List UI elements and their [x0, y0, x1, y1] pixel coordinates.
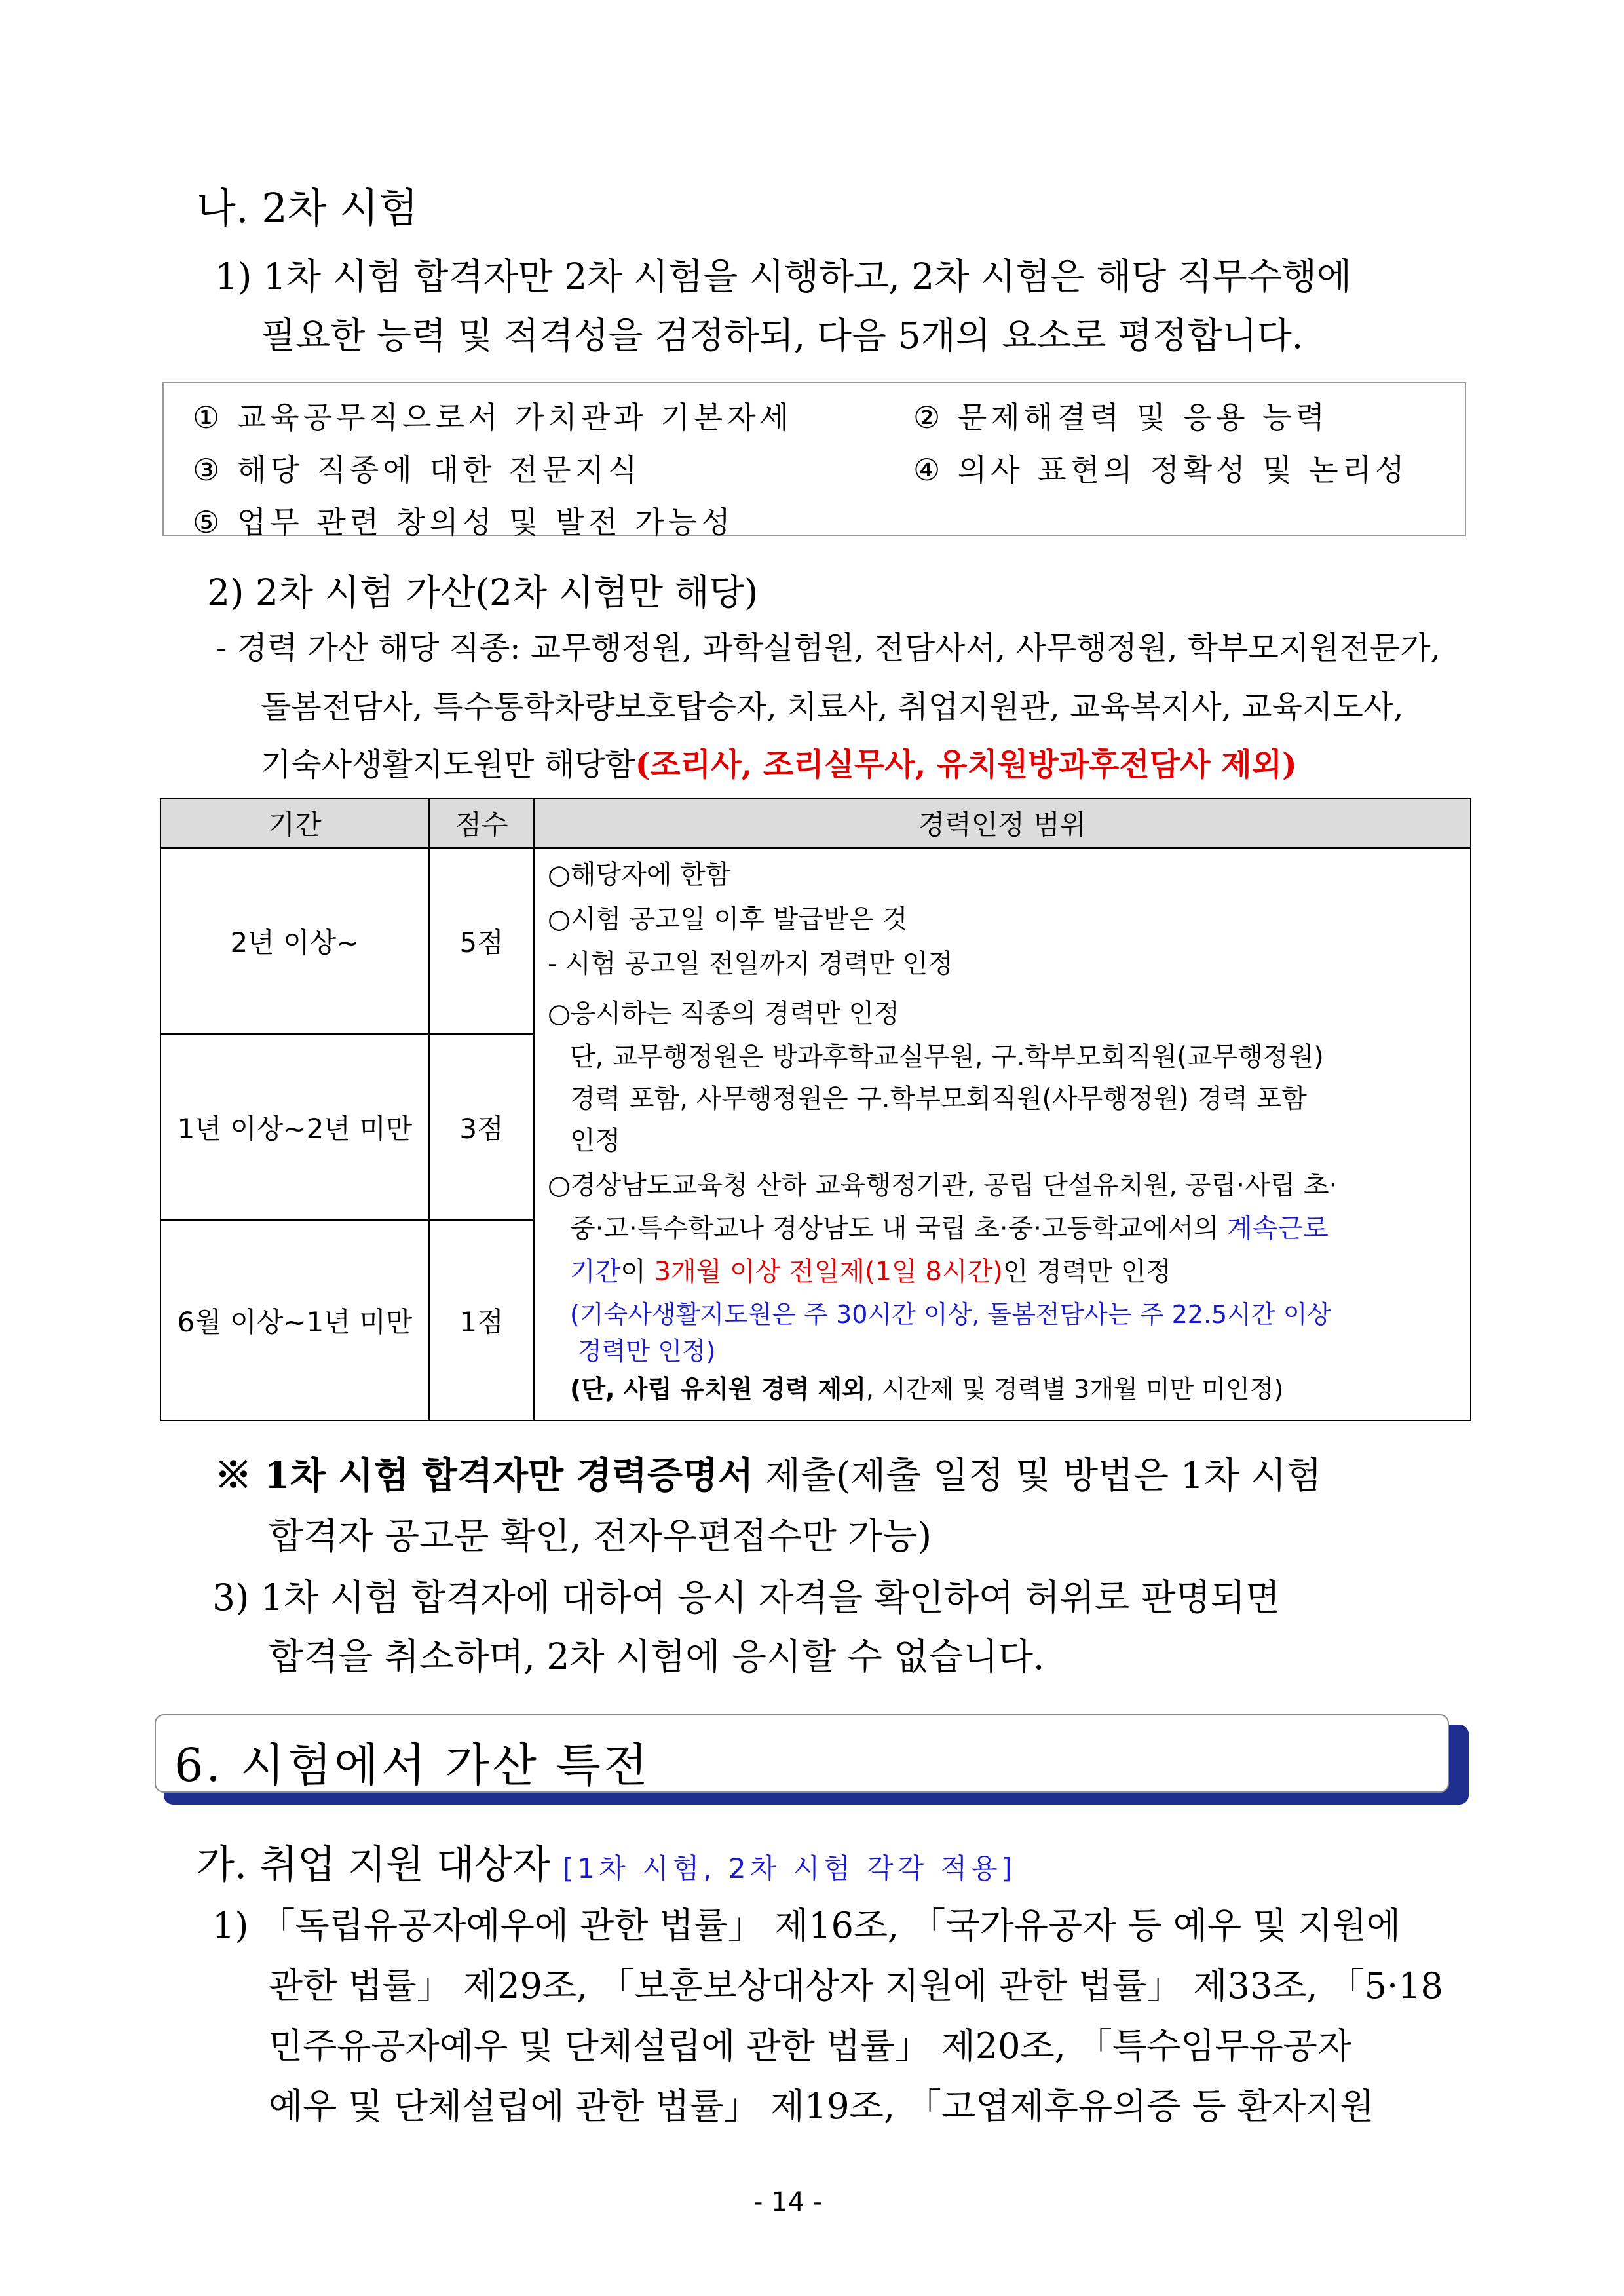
ga-line3: 민주유공자예우 및 단체설립에 관한 법률」 제20조, 「특수임무유공자: [269, 2025, 1352, 2067]
scope-text: 이: [620, 1257, 654, 1287]
item2-line1: - 경력 가산 해당 직종: 교무행정원, 과학실험원, 전담사서, 사무행정원, 학부모지원전문가,: [216, 630, 1441, 666]
scope-line: 경력만 인정): [578, 1337, 716, 1366]
item1-line1: 1) 1차 시험 합격자만 2차 시험을 시행하고, 2차 시험은 해당 직무수행에: [215, 256, 1352, 297]
score-cell: 5점: [429, 848, 534, 1034]
item3-line2: 합격을 취소하며, 2차 시험에 응시할 수 없습니다.: [269, 1636, 1045, 1677]
element-3: ③ 해당 직종에 대한 전문지식: [193, 452, 641, 488]
element-5: ⑤ 업무 관련 창의성 및 발전 가능성: [193, 505, 734, 540]
scope-line: 경력 포함, 사무행정원은 구.학부모회직원(사무행정원) 경력 포함: [570, 1084, 1307, 1114]
item2-line3: [261, 739, 1297, 784]
scope-line: 인정: [570, 1126, 621, 1156]
section-heading-na: 나. 2차 시험: [197, 184, 419, 232]
page-number: - 14 -: [753, 2187, 823, 2217]
item2-line2: 돌봄전담사, 특수통학차량보호탑승자, 치료사, 취업지원관, 교육복지사, 교육지도사,: [261, 689, 1404, 725]
scope-line: (기숙사생활지도원은 주 30시간 이상, 돌봄전담사는 주 22.5시간 이상: [570, 1300, 1332, 1329]
scope-line: [570, 1208, 1329, 1245]
section-heading-ga-text: 가. 취업 지원 대상자: [197, 1842, 550, 1888]
fulltime-requirement: 3개월 이상 전일제(1일 8시간): [654, 1257, 1003, 1287]
ga-line2: 관한 법률」 제29조, 「보훈보상대상자 지원에 관한 법률」 제33조, 「5·18: [269, 1965, 1443, 2006]
section-heading-ga-tag: [1차 시험, 2차 시험 각각 적용]: [563, 1852, 1017, 1885]
evaluation-elements-box: [162, 382, 1466, 540]
note-line2: 합격자 공고문 확인, 전자우편접수만 가능): [269, 1515, 932, 1557]
ga-line1: 1) 「독립유공자예우에 관한 법률」 제16조, 「국가유공자 등 예우 및 지원에: [212, 1905, 1401, 1946]
private-kindergarten-exclusion: (단, 사립 유치원 경력 제외: [570, 1375, 866, 1404]
period-cell: 6월 이상~1년 미만: [161, 1220, 429, 1421]
section-heading-ga: [197, 1833, 1016, 1890]
scope-line: [570, 1369, 1283, 1405]
item2-exclusions: (조리사, 조리실무사, 유치원방과후전담사 제외): [635, 746, 1297, 783]
scope-line: - 시험 공고일 전일까지 경력만 인정: [548, 949, 953, 979]
scope-text: 인 경력만 인정: [1002, 1257, 1172, 1287]
note-line1: [215, 1447, 1322, 1499]
scope-cell: [534, 848, 1471, 1421]
table-row: [161, 848, 1471, 1034]
continuous-work-term-end: 기간: [570, 1257, 621, 1287]
note-emphasis: ※ 1차 시험 합격자만 경력증명서: [215, 1454, 754, 1497]
ga-line4: 예우 및 단체설립에 관한 법률」 제19조, 「고엽제후유의증 등 환자지원: [269, 2086, 1374, 2127]
scope-line: ○경상남도교육청 산하 교육행정기관, 공립 단설유치원, 공립·사립 초·: [548, 1170, 1338, 1200]
score-cell: 3점: [429, 1034, 534, 1220]
item2-line3-main: 기숙사생활지도원만 해당함: [261, 746, 635, 783]
element-2: ② 문제해결력 및 응용 능력: [913, 400, 1329, 435]
scope-line: ○응시하는 직종의 경력만 인정: [548, 999, 899, 1029]
item3-line1: 3) 1차 시험 합격자에 대하여 응시 자격을 확인하여 허위로 판명되면: [212, 1577, 1281, 1618]
header-score: 점수: [429, 799, 534, 848]
item2-heading: 2) 2차 시험 가산(2차 시험만 해당): [207, 571, 759, 613]
header-scope: 경력인정 범위: [534, 799, 1471, 848]
scope-text: 중·고·특수학교나 경상남도 내 국립 초·중·고등학교에서의: [570, 1214, 1228, 1244]
scope-line: [570, 1251, 1171, 1288]
element-4: ④ 의사 표현의 정확성 및 논리성: [913, 452, 1408, 488]
period-cell: 2년 이상~: [161, 848, 429, 1034]
section6-header: [155, 1714, 1449, 1793]
element-1: ① 교육공무직으로서 가치관과 기본자세: [193, 400, 793, 435]
score-cell: 1점: [429, 1220, 534, 1421]
table-header-row: [161, 799, 1471, 848]
item1-line2: 필요한 능력 및 적격성을 검정하되, 다음 5개의 요소로 평정합니다.: [261, 315, 1304, 356]
scope-line: ○해당자에 한함: [548, 860, 731, 890]
scope-text: , 시간제 및 경력별 3개월 미만 미인정): [865, 1375, 1284, 1404]
note-text: 제출(제출 일정 및 방법은 1차 시험: [753, 1455, 1322, 1497]
continuous-work-term: 계속근로: [1227, 1214, 1329, 1244]
header-period: 기간: [161, 799, 429, 848]
scope-line: 단, 교무행정원은 방과후학교실무원, 구.학부모회직원(교무행정원): [570, 1042, 1324, 1072]
section6-title: 6. 시험에서 가산 특전: [174, 1738, 651, 1792]
scope-line: ○시험 공고일 이후 발급받은 것: [548, 904, 908, 934]
experience-points-table: [160, 798, 1471, 1421]
period-cell: 1년 이상~2년 미만: [161, 1034, 429, 1220]
